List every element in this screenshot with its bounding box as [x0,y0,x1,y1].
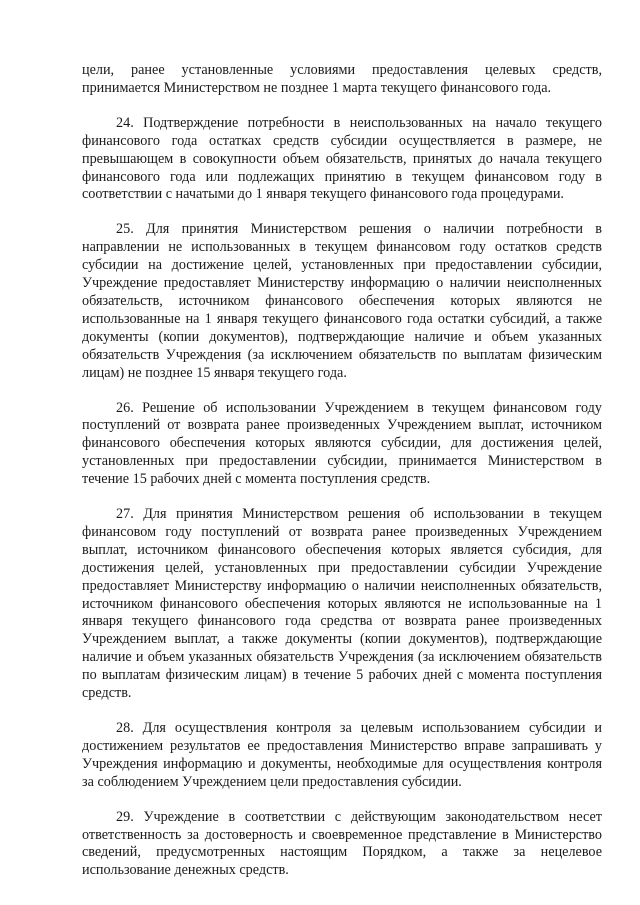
paragraph-continuation: цели, ранее установленные условиями предоставления целевых средств, принимается Министерством не позднее 1 марта текущего финансового года. [82,62,602,96]
paragraph-29: 29. Учреждение в соответствии с действующим законодательством несет ответственность за достоверность и своевременное представление в Министерство сведений, предусмотренных настоящим Порядком, а также за нецелевое использование денежных средств. [82,808,602,879]
document-page [82,62,602,897]
paragraph-26: 26. Решение об использовании Учреждением в текущем финансовом году поступлений от возврата ранее произведенных Учреждением выплат, источником финансового обеспечения которых являются субсидии, для достижения целей, установленных при предоставлении субсидии, принимается Министерством в течение 15 рабочих дней с момента поступления средств. [82,399,602,488]
paragraph-27: 27. Для принятия Министерством решения об использовании в текущем финансовом году поступлений от возврата ранее произведенных Учреждением выплат, источником финансового обеспечения которых является субсидия, для достижения целей, установленных при предоставлении субсидии Учреждение предоставляет Министерству информацию о наличии неисполненных обязательств, источником финансового обеспечения которых являются не использованные на 1 января текущего финансового года средства от возврата ранее произведенных Учреждением выплат, а также документы (копии документов), подтверждающие наличие и объем указанных обязательств Учреждения (за исключением обязательств по выплатам физическим лицам) в течение 5 рабочих дней с момента поступления средств. [82,506,602,702]
paragraph-25: 25. Для принятия Министерством решения о наличии потребности в направлении не использованных в текущем финансовом году остатков средств субсидии на достижение целей, установленных при предоставлении субсидии, Учреждение предоставляет Министерству информацию о наличии неисполненных обязательств, источником финансового обеспечения которых являются не использованные на 1 января текущего финансового года остатки субсидий, а также документы (копии документов), подтверждающие наличие и объем указанных обязательств Учреждения (за исключением обязательств по выплатам физическим лицам) не позднее 15 января текущего года. [82,221,602,381]
paragraph-24: 24. Подтверждение потребности в неиспользованных на начало текущего финансового года остатках средств субсидии осуществляется в размере, не превышающем в совокупности объем обязательств, принятых до начала текущего финансового года или подлежащих принятию в текущем финансовом году в соответствии с начатыми до 1 января текущего финансового года процедурами. [82,114,602,203]
paragraph-28: 28. Для осуществления контроля за целевым использованием субсидии и достижением результатов ее предоставления Министерство вправе запрашивать у Учреждения информацию и документы, необходимые для осуществления контроля за соблюдением Учреждением цели предоставления субсидии. [82,720,602,790]
